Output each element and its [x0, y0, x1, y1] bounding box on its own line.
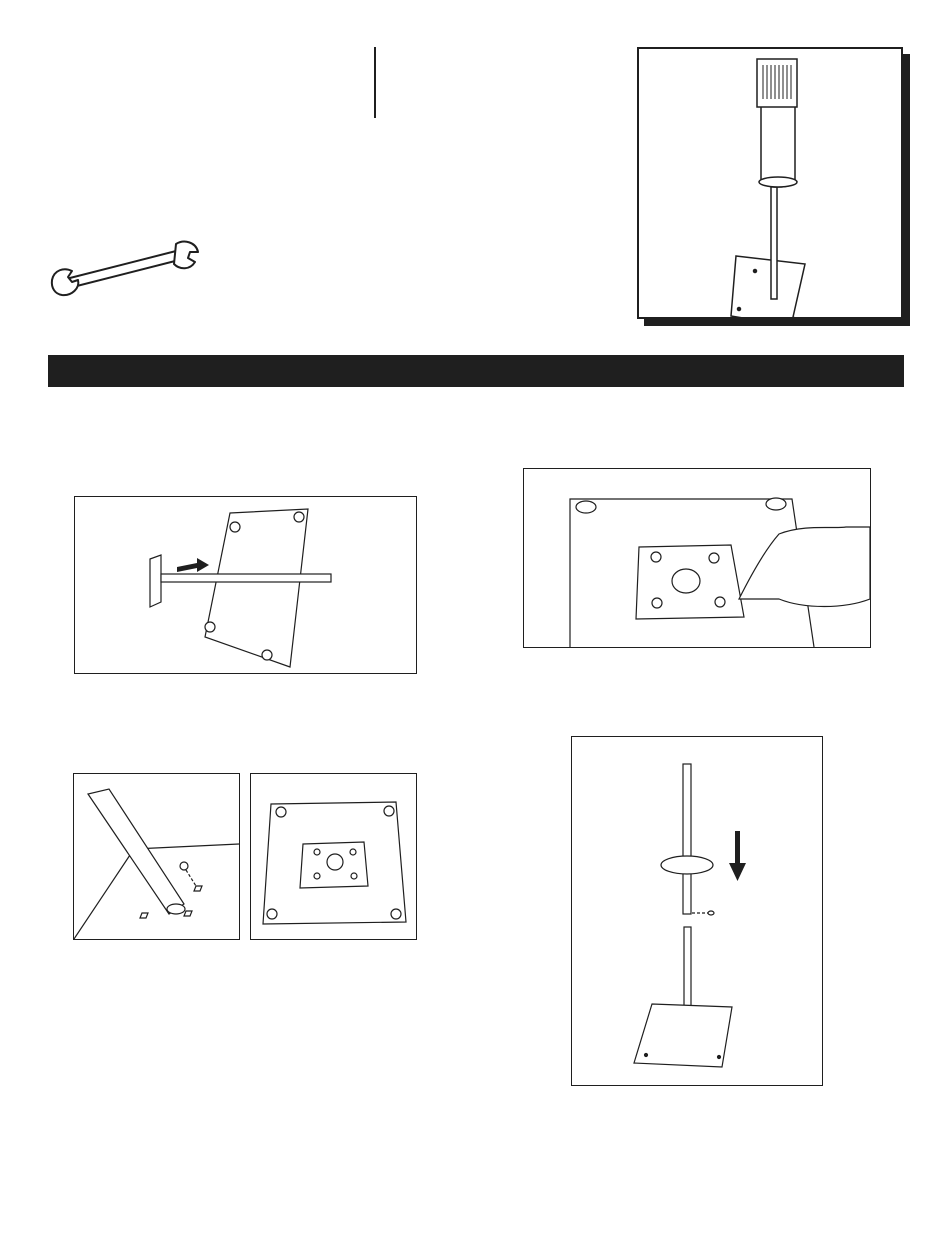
pole-through-plate-illustration: [75, 497, 416, 673]
figure-pole-assembly: [571, 736, 823, 1086]
figure-wing-nuts: [523, 468, 871, 648]
section-banner: [48, 355, 904, 387]
pole-with-disc-and-base-illustration: [572, 737, 822, 1085]
wrench-icon: [50, 240, 202, 304]
figure-bolt-detail: [73, 773, 240, 940]
hand-tightening-wing-nut-illustration: [524, 469, 870, 647]
figure-insert-pole: [74, 496, 417, 674]
plate-with-four-wing-nuts-illustration: [251, 774, 416, 939]
figure-plate-underside: [250, 773, 417, 940]
header-divider: [374, 47, 376, 118]
bolt-into-plate-illustration: [74, 774, 239, 939]
heater-on-pole-illustration: [639, 49, 901, 317]
hero-figure-frame: [637, 47, 903, 319]
